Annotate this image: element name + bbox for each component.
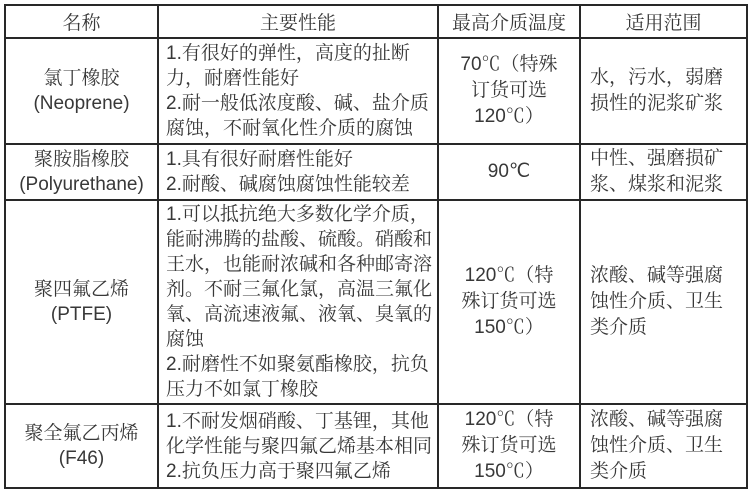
- performance-cell: [158, 404, 438, 488]
- max-temp-cell: 70℃（特殊订货可选120℃）: [438, 38, 580, 144]
- material-name-en: (F46): [58, 448, 105, 469]
- performance-item-1: 1.有很好的弹性，高度的扯断力，耐磨性能好: [166, 43, 410, 89]
- material-name-cn: 氯丁橡胶: [43, 68, 120, 89]
- material-table-container: [4, 4, 748, 489]
- max-temp-cell: 120℃（特殊订货可选150℃）: [438, 200, 580, 404]
- performance-cell: [158, 144, 438, 200]
- table-row-neoprene: [5, 38, 747, 144]
- application-cell: 浓酸、碱等强腐蚀性介质、卫生类介质: [580, 200, 747, 404]
- table-row-f46: [5, 404, 747, 488]
- performance-item-1: 1.不耐发烟硝酸、丁基锂，其他化学性能与聚四氟乙烯基本相同: [166, 410, 433, 457]
- table-header-row: [5, 5, 747, 38]
- performance-cell: [158, 38, 438, 144]
- material-name-cell: [5, 200, 158, 404]
- table-row-ptfe: [5, 200, 747, 404]
- column-header-application: 适用范围: [580, 5, 747, 38]
- performance-item-1: 1.可以抵抗绝大多数化学介质，能耐沸腾的盐酸、硫酸。硝酸和王水，也能耐浓碱和各种邮寄溶剂。不耐三氟化氯，高温三氟化氧、高流速液氟、液氧、臭氧的腐蚀: [166, 204, 433, 350]
- material-name-cell: [5, 144, 158, 200]
- performance-item-1: 1.具有很好耐磨性能好: [166, 149, 353, 170]
- column-header-name: 名称: [5, 5, 158, 38]
- material-name-cn: 聚胺脂橡胶: [33, 149, 129, 170]
- material-name-cn: 聚全氟乙丙烯: [24, 423, 139, 444]
- material-name-cell: [5, 404, 158, 488]
- material-name-cn: 聚四氟乙烯: [33, 279, 129, 300]
- application-cell: 浓酸、碱等强腐蚀性介质、卫生类介质: [580, 404, 747, 488]
- performance-item-2: 2.耐一般低浓度酸、碱、盐介质腐蚀，不耐氧化性介质的腐蚀: [166, 93, 429, 139]
- performance-item-2: 2.耐酸、碱腐蚀腐蚀性能较差: [166, 174, 410, 195]
- application-cell: 水，污水，弱磨损性的泥浆矿浆: [580, 38, 747, 144]
- performance-item-2: 2.抗负压力高于聚四氟乙烯: [166, 460, 391, 482]
- max-temp-cell: 90℃: [438, 144, 580, 200]
- application-cell: 中性、强磨损矿浆、煤浆和泥浆: [580, 144, 747, 200]
- performance-cell: [158, 200, 438, 404]
- material-name-cell: [5, 38, 158, 144]
- performance-item-2: 2.耐磨性不如聚氨酯橡胶，抗负压力不如氯丁橡胶: [166, 354, 429, 400]
- table-row-polyurethane: [5, 144, 747, 200]
- max-temp-cell: 120℃（特殊订货可选150℃）: [438, 404, 580, 488]
- material-name-en: (Neoprene): [33, 93, 130, 114]
- material-comparison-table: [4, 4, 748, 489]
- material-name-en: (PTFE): [50, 304, 113, 325]
- column-header-performance: 主要性能: [158, 5, 438, 38]
- material-name-en: (Polyurethane): [19, 174, 144, 195]
- column-header-max-temp: 最高介质温度: [438, 5, 580, 38]
